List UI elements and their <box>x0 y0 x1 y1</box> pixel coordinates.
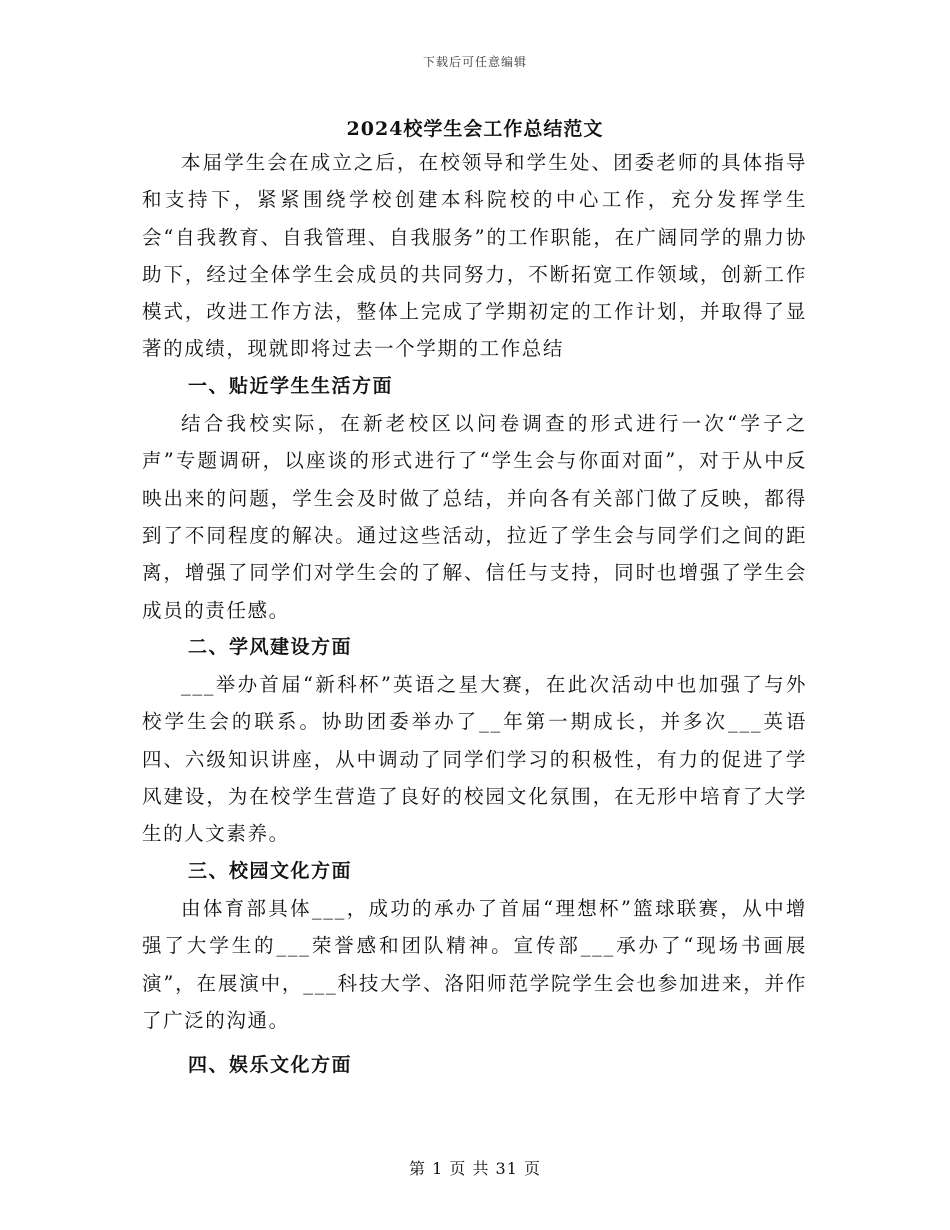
section-heading-3: 三、校园文化方面 <box>188 859 353 882</box>
page-number: 第 1 页 共 31 页 <box>409 1159 541 1178</box>
section-heading-1: 一、贴近学生生活方面 <box>188 374 394 397</box>
section-heading-4: 四、娱乐文化方面 <box>188 1054 353 1077</box>
section-paragraph-2: ___举办首届“新科杯”英语之星大赛，在此次活动中也加强了与外校学生会的联系。协助团委举办了__年第一期成长，并多次___英语四、六级知识讲座，从中调动了同学们学习的积极性，有力的促进了学风建设，为在校学生营造了良好的校园文化氛围，在无形中培育了大学生的人文素养。 <box>142 673 807 846</box>
section-paragraph-1: 结合我校实际，在新老校区以问卷调查的形式进行一次“学子之声”专题调研，以座谈的形式进行了“学生会与你面对面”，对于从中反映出来的问题，学生会及时做了总结，并向各有关部门做了反映，都得到了不同程度的解决。通过这些活动，拉近了学生会与同学们之间的距离，增强了同学们对学生会的了解、信任与支持，同时也增强了学生会成员的责任感。 <box>142 412 807 622</box>
section-heading-2: 二、学风建设方面 <box>188 635 353 658</box>
document-body <box>142 144 807 1084</box>
intro-paragraph: 本届学生会在成立之后，在校领导和学生处、团委老师的具体指导和支持下，紧紧围绕学校创建本科院校的中心工作，充分发挥学生会“自我教育、自我管理、自我服务”的工作职能，在广阔同学的鼎力协助下，经过全体学生会成员的共同努力，不断拓宽工作领域，创新工作模式，改进工作方法，整体上完成了学期初定的工作计划，并取得了显著的成绩，现就即将过去一个学期的工作总结 <box>142 151 807 361</box>
header-note: 下载后可任意编辑 <box>422 55 527 69</box>
section-paragraph-3: 由体育部具体___，成功的承办了首届“理想杯”篮球联赛，从中增强了大学生的___荣誉感和团队精神。宣传部___承办了“现场书画展演”，在展演中，___科技大学、洛阳师范学院学生会也参加进来，并作了广泛的沟通。 <box>142 896 807 1032</box>
document-title: 2024校学生会工作总结范文 <box>346 118 604 140</box>
